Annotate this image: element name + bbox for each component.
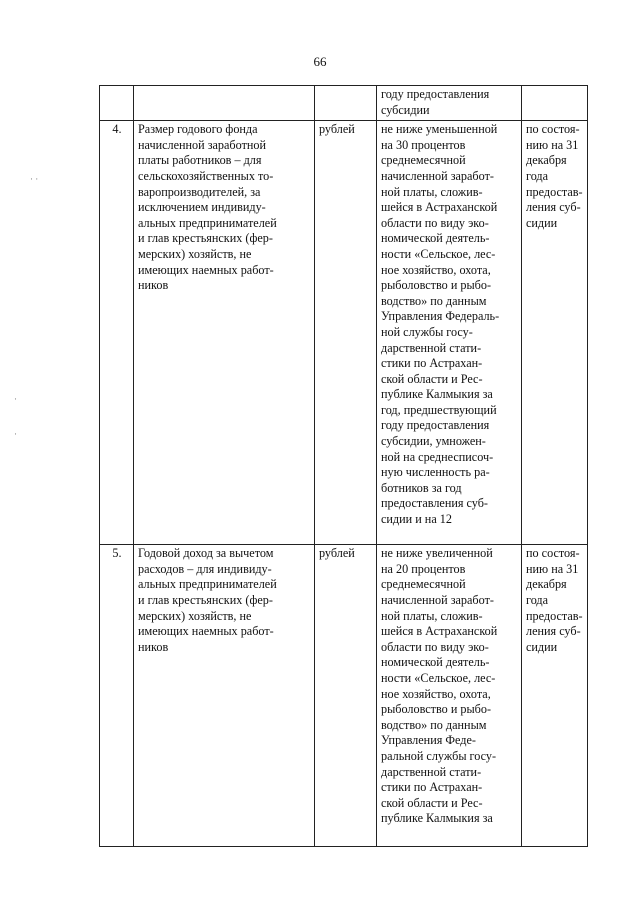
scan-speck: · · <box>30 174 39 184</box>
page-number: 66 <box>313 54 327 69</box>
unit-of-measure: рублей <box>315 121 377 545</box>
indicator-value: году предоставления субсидии <box>377 86 522 121</box>
indicator-name <box>134 86 315 121</box>
table-row <box>100 545 588 847</box>
indicator-value: не ниже уменьшенной на 30 процентов среднемесячной начисленной заработ- ной платы, сложив- шейся в Астраханской области по виду эко- номической деятель- ности «Сельское, лес- ное хозяйство, охота, рыболовство и рыбо- водство» по данным Управления Федераль- ной службы госу- дарственной стати- стики по Астрахан- ской области и Рес- публике Калмыкия за год, предшествующий году предоставления субсидии, умножен- ной на среднесписоч- ную численность ра- ботников за год предоставления суб- сидии и на 12 <box>377 121 522 545</box>
table-row <box>100 121 588 545</box>
indicator-term <box>522 86 588 121</box>
indicator-name: Годовой доход за вычетом расходов – для индивиду- альных предпринимателей и глав крестьянских (фер- мерских) хозяйств, не имеющих наемных работ- ников <box>134 545 315 847</box>
unit-of-measure: рублей <box>315 545 377 847</box>
unit-of-measure <box>315 86 377 121</box>
indicator-term: по состоя- нию на 31 декабря года предостав- ления суб- сидии <box>522 121 588 545</box>
indicator-value: не ниже увеличенной на 20 процентов среднемесячной начисленной заработ- ной платы, сложив- шейся в Астраханской области по виду эко- номической деятель- ности «Сельское, лес- ное хозяйство, охота, рыболовство и рыбо- водство» по данным Управления Феде- ральной службы госу- дарственной стати- стики по Астрахан- ской области и Рес- публике Калмыкия за <box>377 545 522 847</box>
scan-speck: · <box>14 429 17 439</box>
row-number: 4. <box>100 121 134 545</box>
indicator-term: по состоя- нию на 31 декабря года предостав- ления суб- сидии <box>522 545 588 847</box>
scan-speck: · <box>14 394 17 404</box>
row-number <box>100 86 134 121</box>
table-row-continuation <box>100 86 588 121</box>
row-number: 5. <box>100 545 134 847</box>
indicator-name: Размер годового фонда начисленной заработной платы работников – для сельскохозяйственных то- варопроизводителей, за исключением индивиду- альных предпринимателей и глав крестьянских (фер- мерских) хозяйств, не имеющих наемных работ- ников <box>134 121 315 545</box>
indicators-table <box>99 85 588 847</box>
